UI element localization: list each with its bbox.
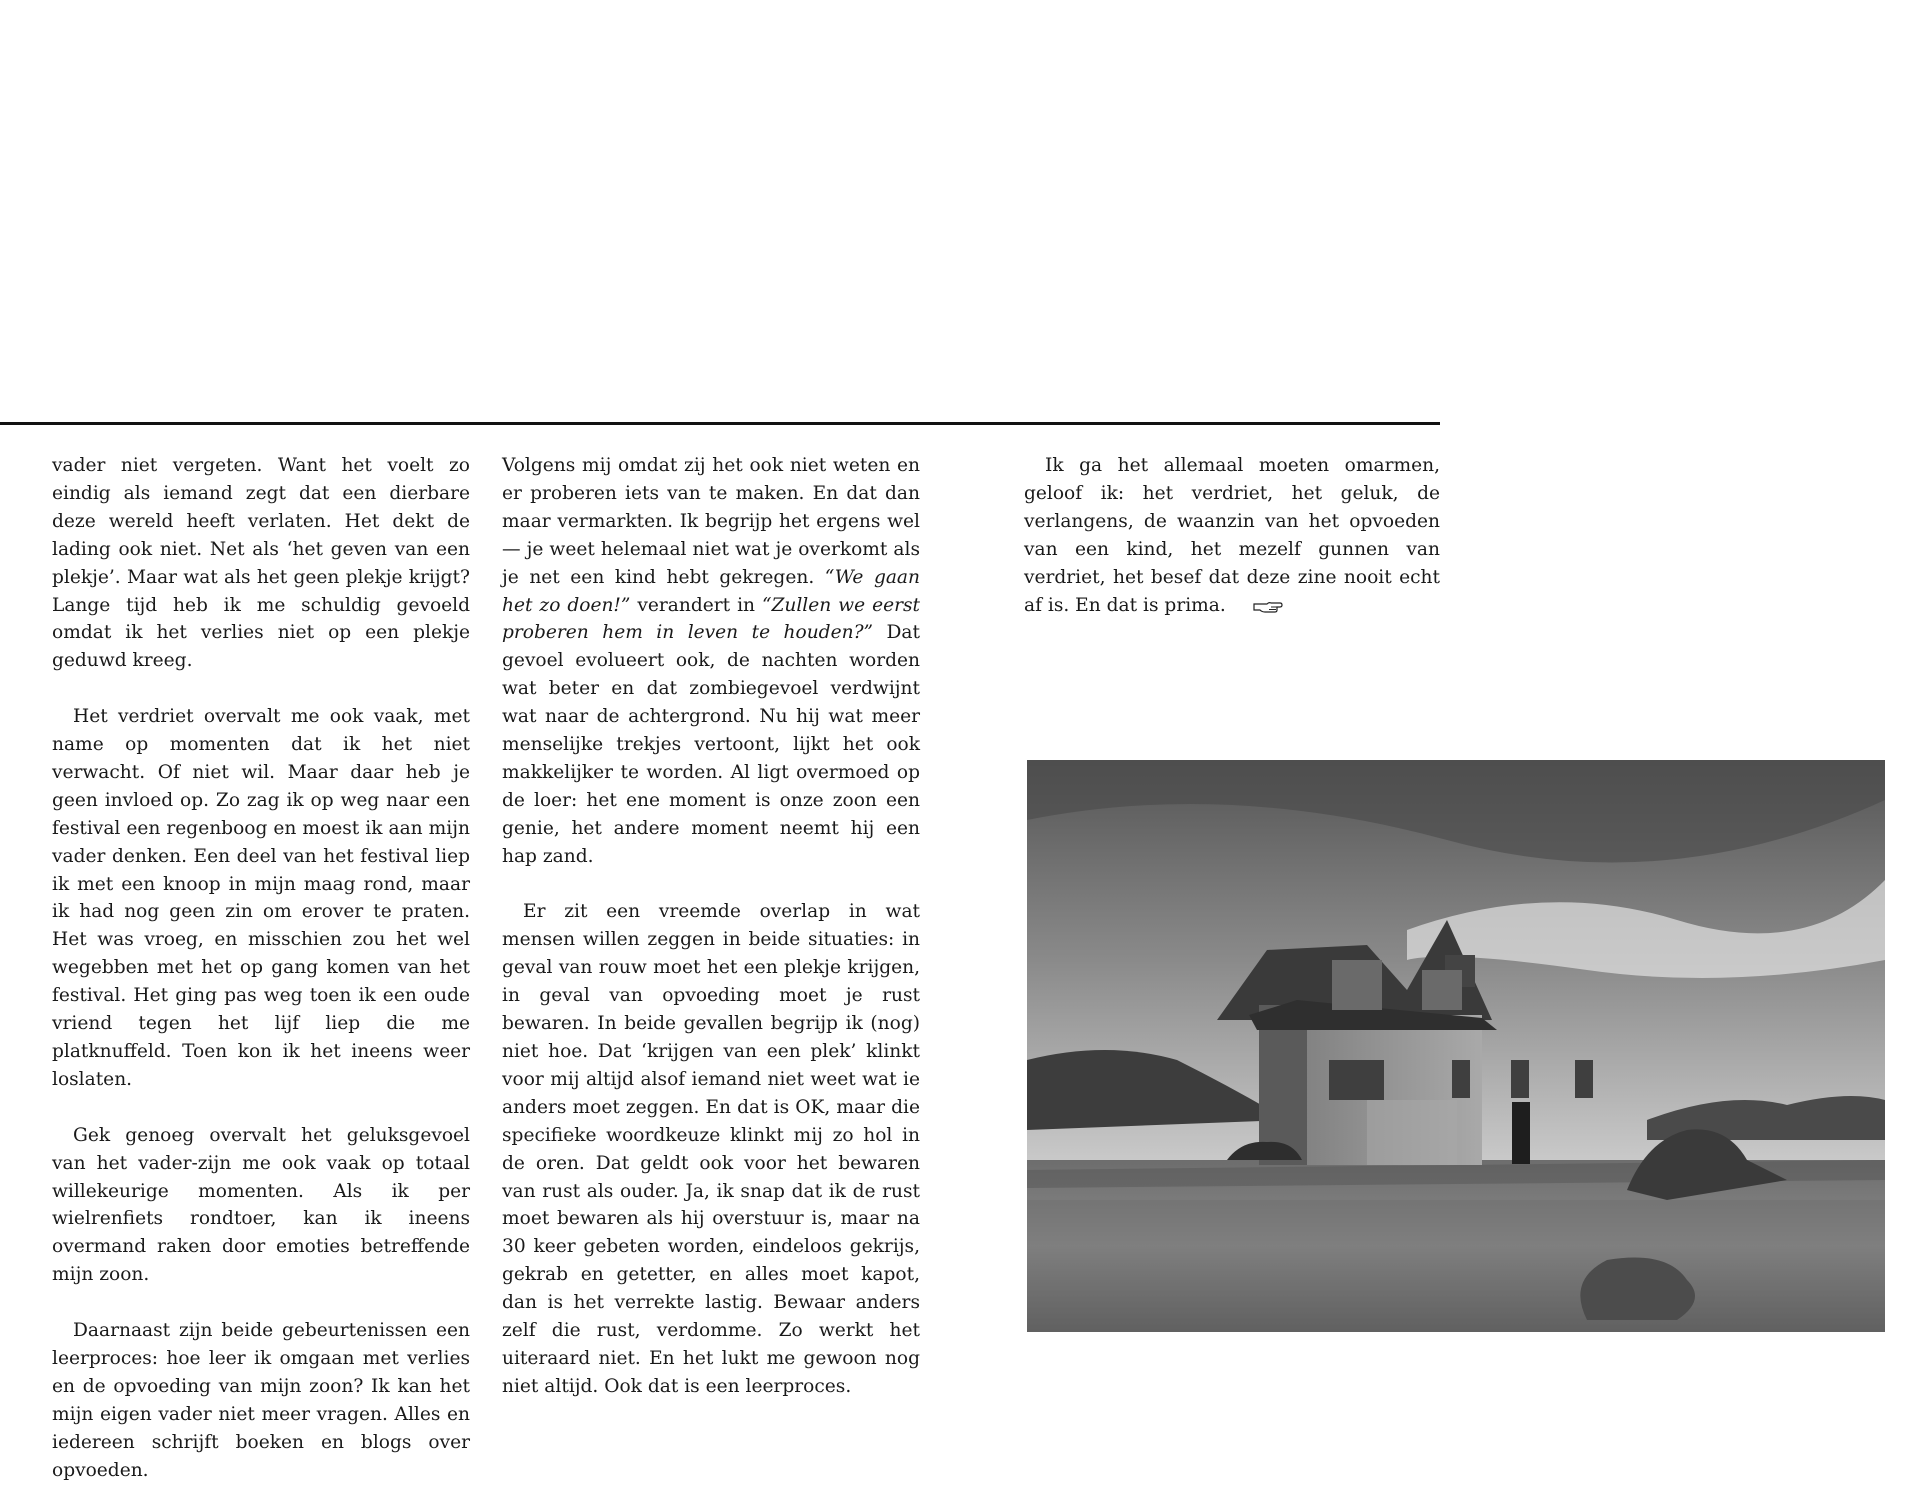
text-column-1	[52, 452, 470, 1512]
text-run: Ik ga het allemaal moeten omarmen, geloof ik: het verdriet, het geluk, de verlangens, de waanzin van het opvoeden van een kind, het mezelf gunnen van verdriet, het besef dat deze zine nooit echt af is. En dat is prima.	[1024, 455, 1440, 616]
text-column-3	[1024, 452, 1440, 647]
text-run: verandert in	[630, 594, 762, 616]
text-column-2	[502, 452, 920, 1429]
top-rule	[0, 422, 1440, 425]
quote: “Zullen we eerst proberen hem in leven te houden?”	[502, 594, 920, 644]
paragraph: Het verdriet overvalt me ook vaak, met name op momenten dat ik het niet verwacht. Of niet wil. Maar daar heb je geen invloed op. Zo zag ik op weg naar een festival een regenboog en moest ik aan mijn vader denken. Een deel van het festival liep ik met een knoop in mijn maag rond, maar ik had nog geen zin om erover te praten. Het was vroeg, en misschien zou het wel wegebben met het op gang komen van het festival. Het ging pas weg toen ik een oude vriend tegen het lijf liep die me platknuffeld. Toen kon ik het ineens weer loslaten.	[52, 706, 470, 1090]
text-run: Volgens mij omdat zij het ook niet weten en er proberen iets van te maken. En dat dan maar vermarkten. Ik begrijp het ergens wel — je weet helemaal niet wat je overkomt als je net een kind hebt gekregen.	[502, 455, 920, 588]
text-run: Dat gevoel evolueert ook, de nachten worden wat beter en dat zombiegevoel verdwijnt wat naar de achtergrond. Nu hij wat meer menselijke trekjes vertoont, lijkt het ook makkelijker te worden. Al ligt overmoed op de loer: het ene moment is onze zoon een genie, het andere moment neemt hij een hap zand.	[502, 622, 920, 867]
paragraph: Gek genoeg overvalt het geluksgevoel van het vader-zijn me ook vaak op totaal willekeurige momenten. Als ik per wielrenfiets rondtoer, kan ik ineens overmand raken door emoties betreffende mijn zoon.	[52, 1124, 470, 1286]
house-photo	[1027, 760, 1885, 1332]
paragraph: vader niet vergeten. Want het voelt zo eindig als iemand zegt dat een dierbare deze wereld heeft verlaten. Het dekt de lading ook niet. Net als ‘het geven van een plekje’. Maar wat als het geen plekje krijgt? Lange tijd heb ik me schuldig gevoeld omdat ik het verlies niet op een plekje geduwd kreeg.	[52, 455, 470, 672]
quote: “We gaan het zo doen!”	[502, 566, 920, 616]
pointing-hand-icon	[1232, 594, 1262, 608]
paragraph: Daarnaast zijn beide gebeurtenissen een leerproces: hoe leer ik omgaan met verlies en de opvoeding van mijn zoon? Ik kan het mijn eigen vader niet meer vragen. Alles en iedereen schrijft boeken en blogs over opvoeden.	[52, 1320, 470, 1481]
paragraph	[1024, 452, 1440, 619]
paragraph: Er zit een vreemde overlap in wat mensen willen zeggen in beide situaties: in geval van rouw moet het een plekje krijgen, in geval van opvoeding moet je rust bewaren. In beide gevallen begrijp ik (nog) niet hoe. Dat ‘krijgen van een plek’ klinkt voor mij altijd alsof iemand niet weet wat ie anders moet zeggen. En dat is OK, maar die specifieke woordkeuze klinkt mij zo hol in de oren. Dat geldt ook voor het bewaren van rust als ouder. Ja, ik snap dat ik de rust moet bewaren als hij overstuur is, maar na 30 keer gebeten worden, eindeloos gekrijs, gekrab en getetter, en alles moet kapot, dan is het verrekte lastig. Bewaar anders zelf die rust, verdomme. Zo werkt het uiteraard niet. En het lukt me gewoon nog niet altijd. Ook dat is een leerproces.	[502, 901, 920, 1397]
paragraph	[502, 452, 920, 871]
